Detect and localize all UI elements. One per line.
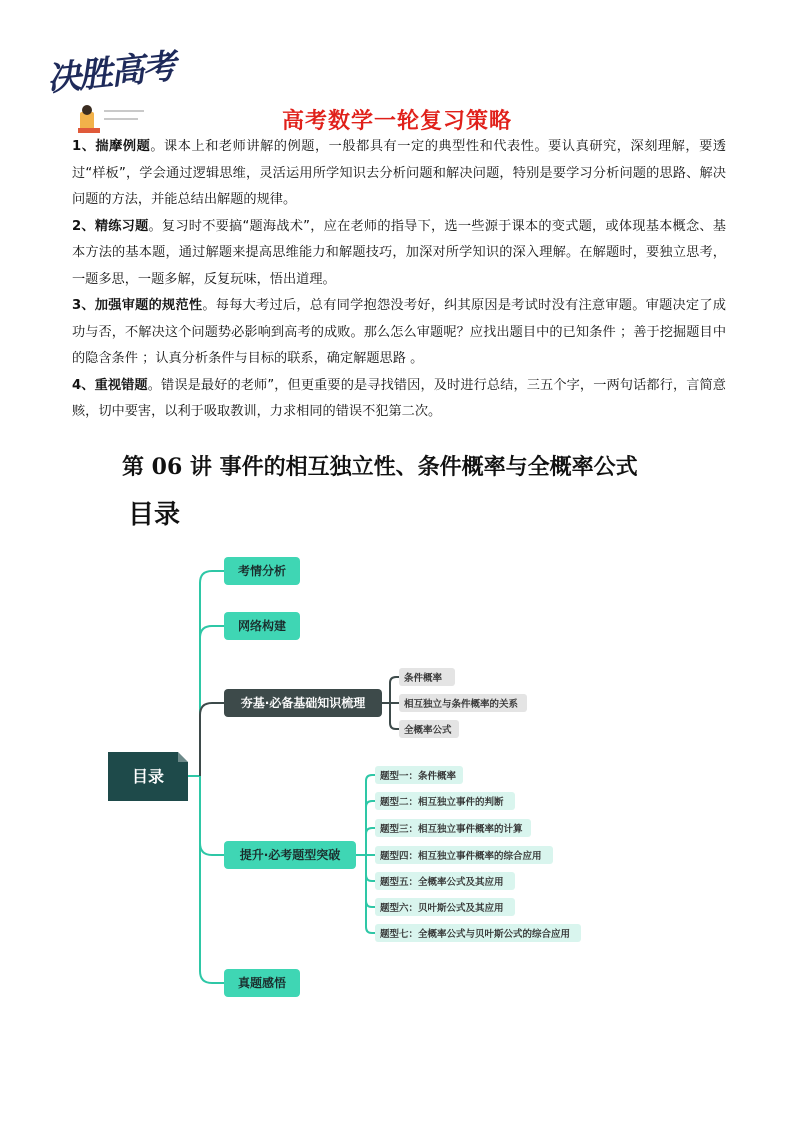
types-child-label: 题型一：条件概率	[380, 771, 457, 782]
types-child-label: 题型三：相互独立事件概率的计算	[380, 824, 523, 835]
branch-label: 考情分析	[237, 564, 287, 578]
types-child-label: 题型六：贝叶斯公式及其应用	[380, 903, 504, 914]
strategy-lead: 4、重视错题	[72, 377, 148, 393]
banner-title-text: 高考数学一轮复习策略	[281, 109, 512, 134]
strategy-list	[72, 134, 726, 426]
basics-child-connector	[390, 677, 399, 703]
strategy-item	[72, 134, 726, 214]
branch-node-basics	[224, 689, 382, 717]
types-child	[375, 898, 515, 916]
mindmap-root	[108, 752, 188, 801]
toc-heading: 目录	[128, 500, 181, 530]
types-child-connector	[366, 855, 375, 933]
strategy-lead: 1、揣摩例题	[72, 139, 151, 154]
types-child-connector	[366, 775, 375, 855]
branch-label: 提升·必考题型突破	[239, 848, 341, 862]
branch-label: 真题感悟	[237, 976, 287, 990]
strategy-lead: 3、加强审题的规范性	[72, 298, 203, 313]
branch-connector-1	[200, 626, 224, 776]
branch-connector-0	[200, 571, 224, 776]
types-child-connector	[366, 855, 375, 881]
branch-connector-3	[200, 776, 224, 855]
branch-node-types	[224, 841, 356, 869]
types-child	[375, 792, 515, 810]
strategy-text: 。每每大考过后，总有同学抱怨没考好，纠其原因是考试时没有注意审题。审题决定了成功与否，不解决这个问题势必影响到高考的成败。那么怎么审题呢？应找出题目中的已知条件 ；善于挖掘题目中的隐含条件 ；认真分析条件与目标的联系，确定解题思路 。	[72, 298, 726, 366]
strategy-text: 。课本上和老师讲解的例题，一般都具有一定的典型性和代表性。要认真研究，深刻理解，要透过“样板”，学会通过逻辑思维，灵活运用所学知识去分析问题和解决问题，特别是要学习分析问题的思路、解决问题的方法，并能总结出解题的规律。	[72, 139, 726, 207]
basics-child	[399, 668, 455, 686]
basics-child	[399, 694, 527, 712]
types-child-label: 题型四：相互独立事件概率的综合应用	[380, 851, 542, 862]
branch-connector-4	[200, 776, 224, 983]
branch-node-analysis	[224, 557, 300, 585]
branch-node-exam	[224, 969, 300, 997]
strategy-item	[72, 293, 726, 373]
root-label: 目录	[131, 767, 165, 786]
strategy-item	[72, 214, 726, 294]
branch-node-network	[224, 612, 300, 640]
types-child	[375, 924, 581, 942]
basics-child-connector	[390, 703, 399, 729]
strategy-text: 。错误是最好的老师”，但更重要的是寻找错因，及时进行总结，三五个字，一两句话都行，言简意赅，切中要害，以利于吸取教训，力求相同的错误不犯第二次。	[72, 377, 726, 419]
types-child-connector	[366, 828, 375, 855]
branch-label: 夯基·必备基础知识梳理	[240, 696, 366, 710]
branch-label: 网络构建	[237, 619, 287, 633]
basics-child	[399, 720, 459, 738]
strategy-lead: 2、精练习题	[72, 218, 149, 234]
logo-text: 决胜高考	[44, 46, 177, 100]
branch-connector-2	[200, 703, 224, 776]
types-child-label: 题型七：全概率公式与贝叶斯公式的综合应用	[380, 929, 571, 940]
strategy-text: 。复习时不要搞“题海战术”，应在老师的指导下，选一些源于课本的变式题，或体现基本概念、基本方法的基本题，通过解题来提高思维能力和解题技巧，加深对所学知识的深入理解。在解题时，要独立思考，一题多思，一题多解，反复玩味，悟出道理。	[72, 218, 726, 287]
basics-child-label: 相互独立与条件概率的关系	[404, 699, 519, 710]
basics-child-label: 条件概率	[404, 673, 443, 684]
banner-title	[0, 104, 794, 135]
types-child	[375, 819, 531, 837]
types-child	[375, 766, 463, 784]
types-child	[375, 872, 515, 890]
mindmap	[0, 540, 794, 1010]
types-child-label: 题型二：相互独立事件的判断	[380, 797, 504, 808]
lecture-title: 第 06 讲 事件的相互独立性、条件概率与全概率公式	[122, 454, 638, 480]
types-child-label: 题型五：全概率公式及其应用	[380, 877, 504, 888]
types-child	[375, 846, 553, 864]
basics-child-label: 全概率公式	[404, 725, 452, 736]
strategy-item	[72, 373, 726, 426]
